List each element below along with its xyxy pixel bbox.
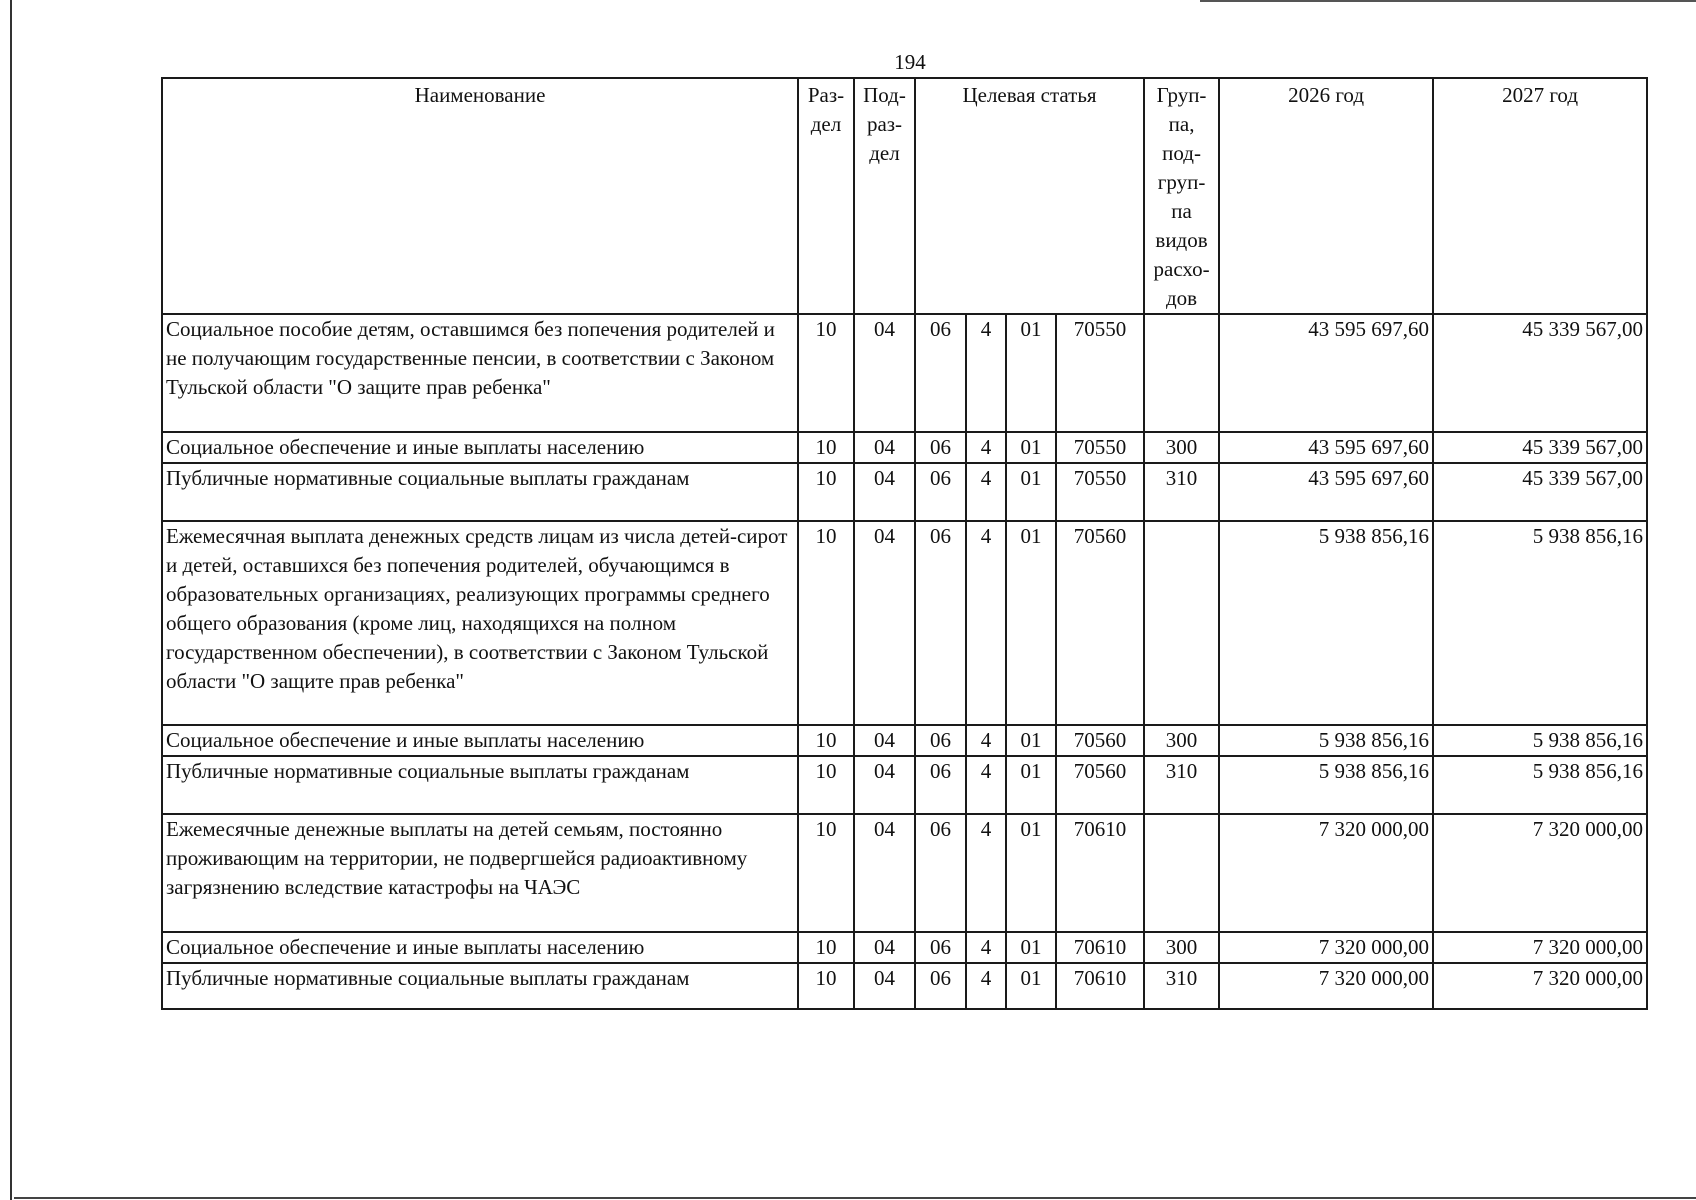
cell-podrazdel: 04 [854, 756, 915, 814]
cell-podrazdel: 04 [854, 725, 915, 756]
cell-name: Социальное обеспечение и иные выплаты населению [162, 725, 798, 756]
cell-razdel: 10 [798, 932, 854, 963]
cell-target-program: 06 [915, 463, 966, 521]
cell-name: Социальное обеспечение и иные выплаты населению [162, 932, 798, 963]
cell-target-type: 4 [966, 932, 1006, 963]
cell-razdel: 10 [798, 314, 854, 432]
cell-expense-group: 310 [1144, 756, 1219, 814]
cell-amount-2026: 7 320 000,00 [1219, 963, 1433, 1009]
cell-target-direction: 70610 [1056, 932, 1144, 963]
cell-expense-group: 300 [1144, 932, 1219, 963]
cell-amount-2027: 5 938 856,16 [1433, 521, 1647, 725]
cell-podrazdel: 04 [854, 932, 915, 963]
cell-podrazdel: 04 [854, 963, 915, 1009]
cell-target-direction: 70550 [1056, 463, 1144, 521]
cell-amount-2026: 7 320 000,00 [1219, 814, 1433, 932]
cell-target-program: 06 [915, 814, 966, 932]
cell-expense-group [1144, 814, 1219, 932]
cell-target-program: 06 [915, 932, 966, 963]
cell-target-direction: 70550 [1056, 432, 1144, 463]
table-row [162, 932, 1647, 963]
cell-target-subprogram: 01 [1006, 756, 1056, 814]
cell-amount-2027: 45 339 567,00 [1433, 314, 1647, 432]
cell-name: Социальное пособие детям, оставшимся без попечения родителей и не получающим государственные пенсии, в соответствии с Законом Тульской области "О защите прав ребенка" [162, 314, 798, 432]
cell-target-direction: 70560 [1056, 521, 1144, 725]
cell-podrazdel: 04 [854, 314, 915, 432]
cell-target-subprogram: 01 [1006, 963, 1056, 1009]
cell-expense-group [1144, 521, 1219, 725]
cell-target-subprogram: 01 [1006, 725, 1056, 756]
cell-razdel: 10 [798, 756, 854, 814]
table-row [162, 725, 1647, 756]
cell-target-program: 06 [915, 314, 966, 432]
scan-left-edge [10, 0, 12, 1200]
budget-table [161, 77, 1648, 1010]
cell-expense-group: 300 [1144, 725, 1219, 756]
scan-top-edge [1200, 0, 1696, 2]
table-row [162, 463, 1647, 521]
cell-target-subprogram: 01 [1006, 314, 1056, 432]
header-razdel: Раз- дел [798, 78, 854, 314]
cell-podrazdel: 04 [854, 521, 915, 725]
cell-target-subprogram: 01 [1006, 814, 1056, 932]
cell-amount-2027: 7 320 000,00 [1433, 814, 1647, 932]
cell-razdel: 10 [798, 463, 854, 521]
cell-name: Ежемесячные денежные выплаты на детей семьям, постоянно проживающим на территории, не подвергшейся радиоактивному загрязнению вследствие катастрофы на ЧАЭС [162, 814, 798, 932]
cell-amount-2026: 5 938 856,16 [1219, 521, 1433, 725]
header-podrazdel: Под- раз- дел [854, 78, 915, 314]
cell-razdel: 10 [798, 725, 854, 756]
header-expense-group: Груп- па, под- груп- па видов расхо- дов [1144, 78, 1219, 314]
cell-razdel: 10 [798, 521, 854, 725]
cell-amount-2026: 5 938 856,16 [1219, 756, 1433, 814]
cell-amount-2027: 5 938 856,16 [1433, 756, 1647, 814]
cell-razdel: 10 [798, 963, 854, 1009]
table-row [162, 756, 1647, 814]
cell-target-type: 4 [966, 463, 1006, 521]
cell-target-subprogram: 01 [1006, 521, 1056, 725]
table-row [162, 432, 1647, 463]
cell-target-subprogram: 01 [1006, 432, 1056, 463]
cell-target-type: 4 [966, 314, 1006, 432]
cell-name: Публичные нормативные социальные выплаты гражданам [162, 756, 798, 814]
cell-expense-group: 300 [1144, 432, 1219, 463]
cell-target-program: 06 [915, 725, 966, 756]
cell-amount-2026: 7 320 000,00 [1219, 932, 1433, 963]
header-name: Наименование [162, 78, 798, 314]
cell-amount-2027: 5 938 856,16 [1433, 725, 1647, 756]
cell-razdel: 10 [798, 432, 854, 463]
cell-amount-2027: 7 320 000,00 [1433, 932, 1647, 963]
cell-podrazdel: 04 [854, 814, 915, 932]
cell-target-direction: 70610 [1056, 963, 1144, 1009]
cell-target-direction: 70560 [1056, 756, 1144, 814]
table-row [162, 521, 1647, 725]
cell-target-program: 06 [915, 756, 966, 814]
cell-amount-2026: 5 938 856,16 [1219, 725, 1433, 756]
cell-amount-2026: 43 595 697,60 [1219, 463, 1433, 521]
cell-name: Ежемесячная выплата денежных средств лицам из числа детей-сирот и детей, оставшихся без попечения родителей, обучающимся в образовательных организациях, реализующих программы среднего общего образования (кроме лиц, находящихся на полном государственном обеспечении), в соответствии с Законом Тульской области "О защите прав ребенка" [162, 521, 798, 725]
cell-amount-2027: 45 339 567,00 [1433, 463, 1647, 521]
table-row [162, 814, 1647, 932]
cell-target-subprogram: 01 [1006, 932, 1056, 963]
cell-expense-group: 310 [1144, 463, 1219, 521]
cell-podrazdel: 04 [854, 463, 915, 521]
cell-expense-group: 310 [1144, 963, 1219, 1009]
page-number: 194 [894, 50, 926, 74]
cell-target-program: 06 [915, 432, 966, 463]
header-target-article: Целевая статья [915, 78, 1144, 314]
cell-name: Социальное обеспечение и иные выплаты населению [162, 432, 798, 463]
cell-target-direction: 70610 [1056, 814, 1144, 932]
scan-bottom-edge [14, 1197, 1696, 1199]
cell-target-type: 4 [966, 814, 1006, 932]
cell-target-program: 06 [915, 521, 966, 725]
cell-target-direction: 70560 [1056, 725, 1144, 756]
cell-target-type: 4 [966, 725, 1006, 756]
header-year-2027: 2027 год [1433, 78, 1647, 314]
cell-amount-2026: 43 595 697,60 [1219, 314, 1433, 432]
cell-name: Публичные нормативные социальные выплаты гражданам [162, 463, 798, 521]
cell-amount-2027: 7 320 000,00 [1433, 963, 1647, 1009]
cell-target-type: 4 [966, 521, 1006, 725]
cell-target-direction: 70550 [1056, 314, 1144, 432]
table-header-row [162, 78, 1647, 314]
table-row [162, 314, 1647, 432]
cell-target-subprogram: 01 [1006, 463, 1056, 521]
cell-name: Публичные нормативные социальные выплаты гражданам [162, 963, 798, 1009]
table-row [162, 963, 1647, 1009]
cell-podrazdel: 04 [854, 432, 915, 463]
cell-expense-group [1144, 314, 1219, 432]
cell-target-type: 4 [966, 432, 1006, 463]
cell-target-type: 4 [966, 963, 1006, 1009]
cell-razdel: 10 [798, 814, 854, 932]
cell-target-program: 06 [915, 963, 966, 1009]
cell-amount-2026: 43 595 697,60 [1219, 432, 1433, 463]
cell-amount-2027: 45 339 567,00 [1433, 432, 1647, 463]
cell-target-type: 4 [966, 756, 1006, 814]
header-year-2026: 2026 год [1219, 78, 1433, 314]
